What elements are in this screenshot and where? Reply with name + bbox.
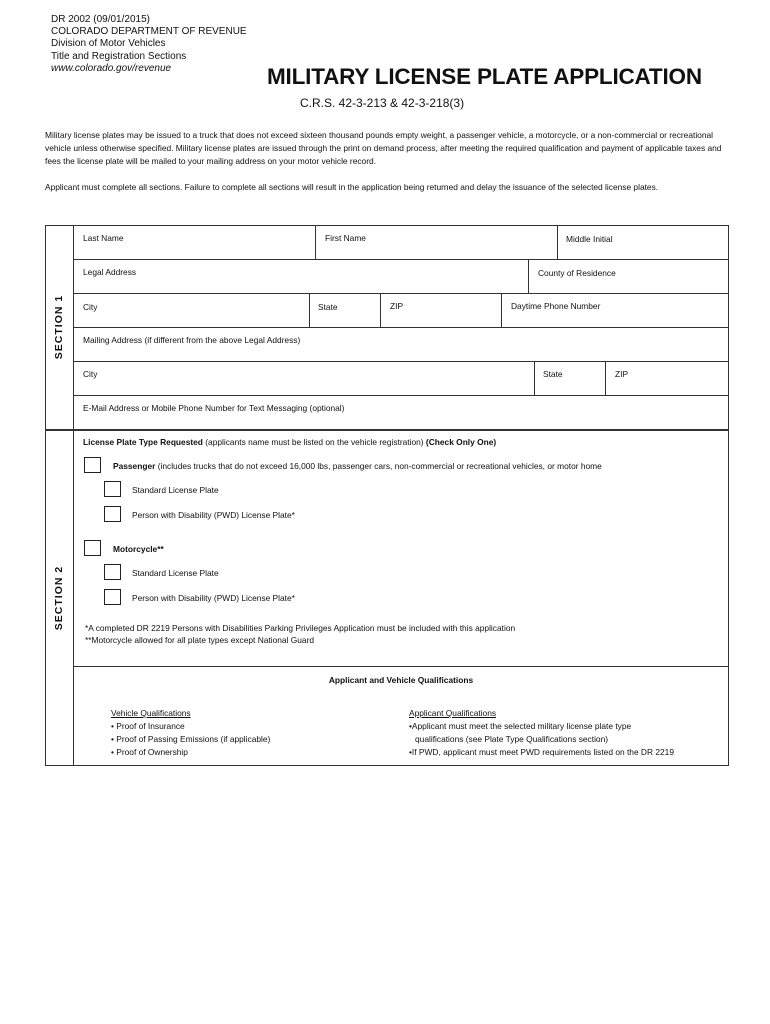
cell-divider: [534, 361, 535, 395]
row-divider: [73, 361, 729, 362]
form-id: DR 2002 (09/01/2015): [51, 14, 150, 25]
passenger-label-rest: (includes trucks that do not exceed 16,000 lbs, passenger cars, non-commercial or recreational vehicles, or motor home: [155, 461, 602, 471]
vehicle-qualification-item: • Proof of Insurance: [111, 721, 185, 731]
cell-divider: [315, 225, 316, 259]
statute-reference: C.R.S. 42-3-213 & 42-3-218(3): [300, 96, 465, 110]
zip-field[interactable]: ZIP: [390, 301, 404, 311]
passenger-label: [113, 461, 602, 471]
passenger-label-bold: Passenger: [113, 461, 156, 471]
cell-divider: [557, 225, 558, 259]
website-link[interactable]: www.colorado.gov/revenue: [51, 62, 172, 74]
division-name: Division of Motor Vehicles: [51, 38, 166, 50]
applicant-qualification-item: •If PWD, applicant must meet PWD requirements listed on the DR 2219: [409, 747, 674, 757]
section-2-label: SECTION 2: [53, 565, 65, 631]
cell-divider: [528, 259, 529, 293]
passenger-pwd-label: Person with Disability (PWD) License Plate*: [132, 510, 295, 520]
intro-paragraph-2: Applicant must complete all sections. Failure to complete all sections will result in the application being returned and delay the issuance of the selected license plates.: [45, 182, 659, 192]
vehicle-qualification-item: • Proof of Ownership: [111, 747, 188, 757]
passenger-checkbox[interactable]: [84, 457, 101, 473]
legal-address-field[interactable]: Legal Address: [83, 267, 137, 277]
qualifications-heading: Applicant and Vehicle Qualifications: [328, 675, 474, 685]
applicant-qualifications-heading: Applicant Qualifications: [409, 708, 497, 718]
section-1-label: SECTION 1: [53, 294, 65, 360]
motorcycle-standard-label: Standard License Plate: [132, 568, 219, 578]
motorcycle-checkbox[interactable]: [84, 540, 101, 556]
section-name: Title and Registration Sections: [51, 50, 187, 62]
row-divider: [73, 259, 729, 260]
phone-field[interactable]: Daytime Phone Number: [511, 301, 601, 311]
applicant-qualification-item: •Applicant must meet the selected military license plate type: [409, 721, 632, 731]
city-field[interactable]: City: [83, 302, 98, 312]
section-2-divider: [73, 430, 74, 766]
mailing-city-field[interactable]: City: [83, 369, 98, 379]
cell-divider: [605, 361, 606, 395]
plate-type-heading-rest: (applicants name must be listed on the vehicle registration): [202, 437, 426, 447]
motorcycle-pwd-label: Person with Disability (PWD) License Plate*: [132, 593, 295, 603]
vehicle-qualification-item: • Proof of Passing Emissions (if applicable): [111, 734, 271, 744]
department-name: COLORADO DEPARTMENT OF REVENUE: [51, 26, 247, 38]
row-divider: [73, 327, 729, 328]
cell-divider: [380, 293, 381, 327]
footnote-pwd: *A completed DR 2219 Persons with Disabilities Parking Privileges Application must be included with this application: [85, 623, 516, 633]
middle-initial-field[interactable]: Middle Initial: [566, 234, 613, 244]
motorcycle-pwd-checkbox[interactable]: [104, 589, 121, 605]
motorcycle-label: Motorcycle**: [113, 544, 164, 554]
passenger-pwd-checkbox[interactable]: [104, 506, 121, 522]
footnote-motorcycle: **Motorcycle allowed for all plate types except National Guard: [85, 635, 315, 645]
plate-type-heading: [83, 437, 496, 447]
mailing-state-field[interactable]: State: [543, 369, 563, 379]
row-divider: [73, 395, 729, 396]
email-field[interactable]: E-Mail Address or Mobile Phone Number for Text Messaging (optional): [83, 403, 345, 413]
mailing-zip-field[interactable]: ZIP: [615, 369, 629, 379]
passenger-standard-label: Standard License Plate: [132, 485, 219, 495]
applicant-qualification-item: qualifications (see Plate Type Qualifications section): [415, 734, 609, 744]
county-field[interactable]: County of Residence: [538, 268, 616, 278]
state-field[interactable]: State: [318, 302, 338, 312]
passenger-standard-checkbox[interactable]: [104, 481, 121, 497]
motorcycle-standard-checkbox[interactable]: [104, 564, 121, 580]
cell-divider: [501, 293, 502, 327]
cell-divider: [309, 293, 310, 327]
page-title: MILITARY LICENSE PLATE APPLICATION: [267, 64, 702, 89]
mailing-address-field[interactable]: Mailing Address (if different from the above Legal Address): [83, 335, 301, 345]
vehicle-qualifications-heading: Vehicle Qualifications: [111, 708, 191, 718]
row-divider: [73, 293, 729, 294]
plate-type-heading-bold: License Plate Type Requested: [83, 437, 203, 447]
agency-header: [51, 14, 247, 75]
last-name-field[interactable]: Last Name: [83, 233, 124, 243]
check-only-one: (Check Only One): [425, 437, 497, 447]
intro-paragraph-1: Military license plates may be issued to a truck that does not exceed sixteen thousand pounds empty weight, a passenger vehicle, a motorcycle, or a non-commercial or recreational vehicle unless otherwise specified. Military license plates are issued through the print on demand process, after meeting the required qualification and payment of applicable taxes and fees the license plate will be mailed to your mailing address on your motor vehicle record.: [45, 130, 722, 166]
first-name-field[interactable]: First Name: [325, 233, 366, 243]
row-divider: [73, 666, 729, 667]
